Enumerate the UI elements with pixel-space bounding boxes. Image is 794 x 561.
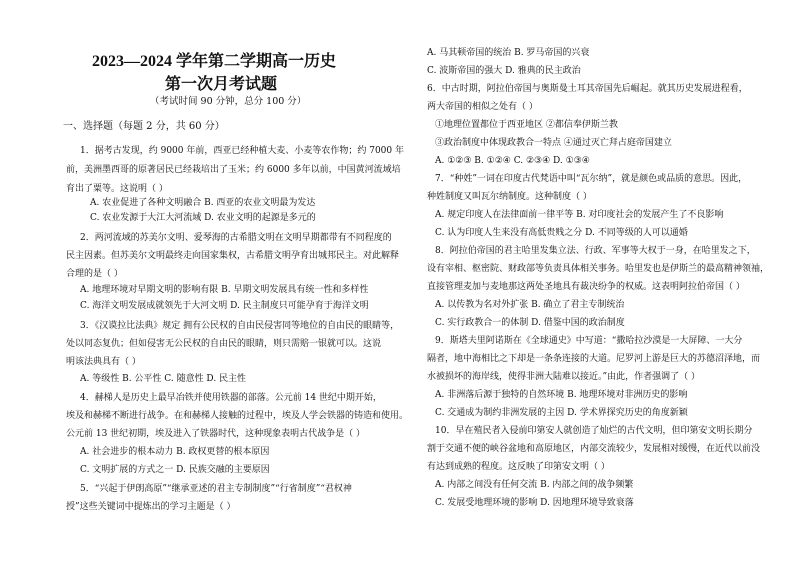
question-line: 10．早在殖民者入侵前印第安人就创造了灿烂的古代文明，但印第安文明长期分 bbox=[435, 426, 753, 436]
question-line: 7．“种姓”一词在印度古代梵语中叫“瓦尔纳”，就是颜色或品质的意思。因此， bbox=[435, 174, 748, 184]
option-line: C. 海洋文明发展成就领先于大河文明 D. 民主制度只可能孕育于海洋文明 bbox=[80, 301, 369, 311]
question-line: 有达到成熟的程度。这反映了印第安文明（ ） bbox=[427, 462, 610, 472]
option-line: A. 以传教为名对外扩张 B. 确立了君主专制统治 bbox=[435, 300, 625, 310]
option-line: A. 等级性 B. 公平性 C. 随意性 D. 民主性 bbox=[80, 374, 247, 384]
option-line: ①地理位置都位于西亚地区 ②都信奉伊斯兰教 bbox=[435, 120, 618, 130]
exam-title: 2023—2024 学年第二学期高一历史 bbox=[92, 53, 337, 70]
option-line: A. 社会进步的根本动力 B. 政权更替的根本原因 bbox=[80, 447, 270, 457]
option-line: C. 波斯帝国的强大 D. 雅典的民主政治 bbox=[427, 66, 581, 76]
question-line: 民主因素。但苏美尔文明最终走向国家集权，古希腊文明孕育出城邦民主。对此解释 bbox=[66, 251, 400, 261]
section-heading: 一、选择题（每题 2 分，共 60 分） bbox=[63, 121, 225, 132]
question-line: 4．赫梯人是历史上最早冶铁并使用铁器的部落。公元前 14 世纪中期开始， bbox=[80, 393, 382, 403]
question-line: 8．阿拉伯帝国的君主哈里发集立法、行政、军事等大权于一身，在哈里发之下， bbox=[435, 246, 756, 256]
question-line: 授”这些关键词中提炼出的学习主题是（ ） bbox=[66, 502, 236, 512]
question-line: 设有宰相、枢密院、财政部等负责具体相关事务。哈里发也是伊斯兰的最高精神领袖， bbox=[427, 264, 770, 274]
exam-info: （考试时间 90 分钟，总分 100 分） bbox=[150, 96, 307, 107]
question-line: 隔者，地中海相比之下却是一条条连接的大道。尼罗河上游是巨大的苏德沼泽地，而 bbox=[427, 354, 761, 364]
option-line: C. 实行政教合一的体制 D. 借鉴中国的政治制度 bbox=[435, 318, 625, 328]
question-line: 处以同态复仇；但如侵害无公民权的自由民的眼睛，则只需赔一银就可以。这说 bbox=[66, 339, 382, 349]
question-line: 5．“兴起于伊朗高原”“继承亚述的君主专制制度”“行省制度”“君权神 bbox=[80, 484, 352, 494]
option-line: A. ①②③ B. ①②④ C. ②③④ D. ①③④ bbox=[435, 156, 590, 166]
question-line: 合理的是（ ） bbox=[66, 269, 123, 279]
question-line: 两大帝国的相似之处有（ ） bbox=[427, 102, 538, 112]
option-line: A. 农业促进了各种文明融合 B. 西亚的农业文明最为发达 bbox=[90, 198, 316, 208]
option-line: A. 地理环境对早期文明的影响有限 B. 早期文明发展具有统一性和多样性 bbox=[80, 285, 369, 295]
option-line: C. 交通成为制约非洲发展的主因 D. 学术界探究历史的角度新颖 bbox=[435, 408, 688, 418]
question-line: 9．斯塔夫里阿诺斯在《全球通史》中写道：“撒哈拉沙漠是一大屏障、一大分 bbox=[435, 336, 743, 346]
option-line: C. 发展受地理环境的影响 D. 因地理环境导致衰落 bbox=[435, 498, 634, 508]
question-line: 明该法典具有（ ） bbox=[66, 357, 141, 367]
option-line: C. 认为印度人生来没有高低贵贱之分 D. 不同等级的人可以通婚 bbox=[435, 228, 688, 238]
question-line: 2．两河流域的苏美尔文明、爱琴海的古希腊文明在文明早期都带有不同程度的 bbox=[80, 233, 392, 243]
option-line: A. 内部之间没有任何交流 B. 内部之间的战争频繁 bbox=[435, 480, 634, 490]
question-line: 直接管理麦加与麦地那这两处圣地具有裁决纷争的权威。这表明阿拉伯帝国（ ） bbox=[427, 282, 745, 292]
question-line: 6．中古时期，阿拉伯帝国与奥斯曼土耳其帝国先后崛起。就其历史发展进程看， bbox=[427, 84, 748, 94]
exam-subtitle: 第一次月考试题 bbox=[165, 76, 278, 93]
question-line: 育出了粟等。这说明（ ） bbox=[66, 184, 168, 194]
question-line: 前，美洲墨西哥的原著居民已经栽培出了玉米；约 6000 多年以前，中国黄河流域培 bbox=[66, 165, 401, 175]
option-line: A. 规定印度人在法律面前一律平等 B. 对印度社会的发展产生了不良影响 bbox=[435, 210, 724, 220]
question-line: 割于交通不便的峡谷盆地和高原地区，内部交流较少，发展相对缓慢，在近代以前没 bbox=[427, 444, 761, 454]
question-line: 埃及和赫梯不断进行战争。在和赫梯人接触的过程中，埃及人学会铁器的铸造和使用。 bbox=[66, 411, 409, 421]
question-line: 水被损坏的海岸线，使得非洲大陆难以接近。”由此，作者强调了（ ） bbox=[427, 372, 700, 382]
question-line: 3．《汉谟拉比法典》规定 拥有公民权的自由民侵害同等地位的自由民的眼睛等， bbox=[80, 321, 400, 331]
option-line: A. 非洲落后源于独特的自然环境 B. 地理环境对非洲历史的影响 bbox=[435, 390, 688, 400]
question-line: 1．据考古发现，约 9000 年前，西亚已经种植大麦、小麦等农作物；约 7000 年 bbox=[80, 146, 404, 156]
question-line: 公元前 13 世纪初期，埃及进入了铁器时代，这种现象表明古代战争是（ ） bbox=[66, 429, 366, 439]
option-line: ③政治制度中体现政教合一特点 ④通过灭亡拜占庭帝国建立 bbox=[435, 138, 672, 148]
question-line: 种姓制度又叫瓦尔纳制度。这种制度（ ） bbox=[427, 192, 592, 202]
option-line: C. 农业发源于大江大河流域 D. 农业文明的起源是多元的 bbox=[90, 213, 316, 223]
option-line: C. 文明扩展的方式之一 D. 民族交融的主要原因 bbox=[80, 465, 270, 475]
option-line: A. 马其顿帝国的统治 B. 罗马帝国的兴衰 bbox=[427, 48, 590, 58]
